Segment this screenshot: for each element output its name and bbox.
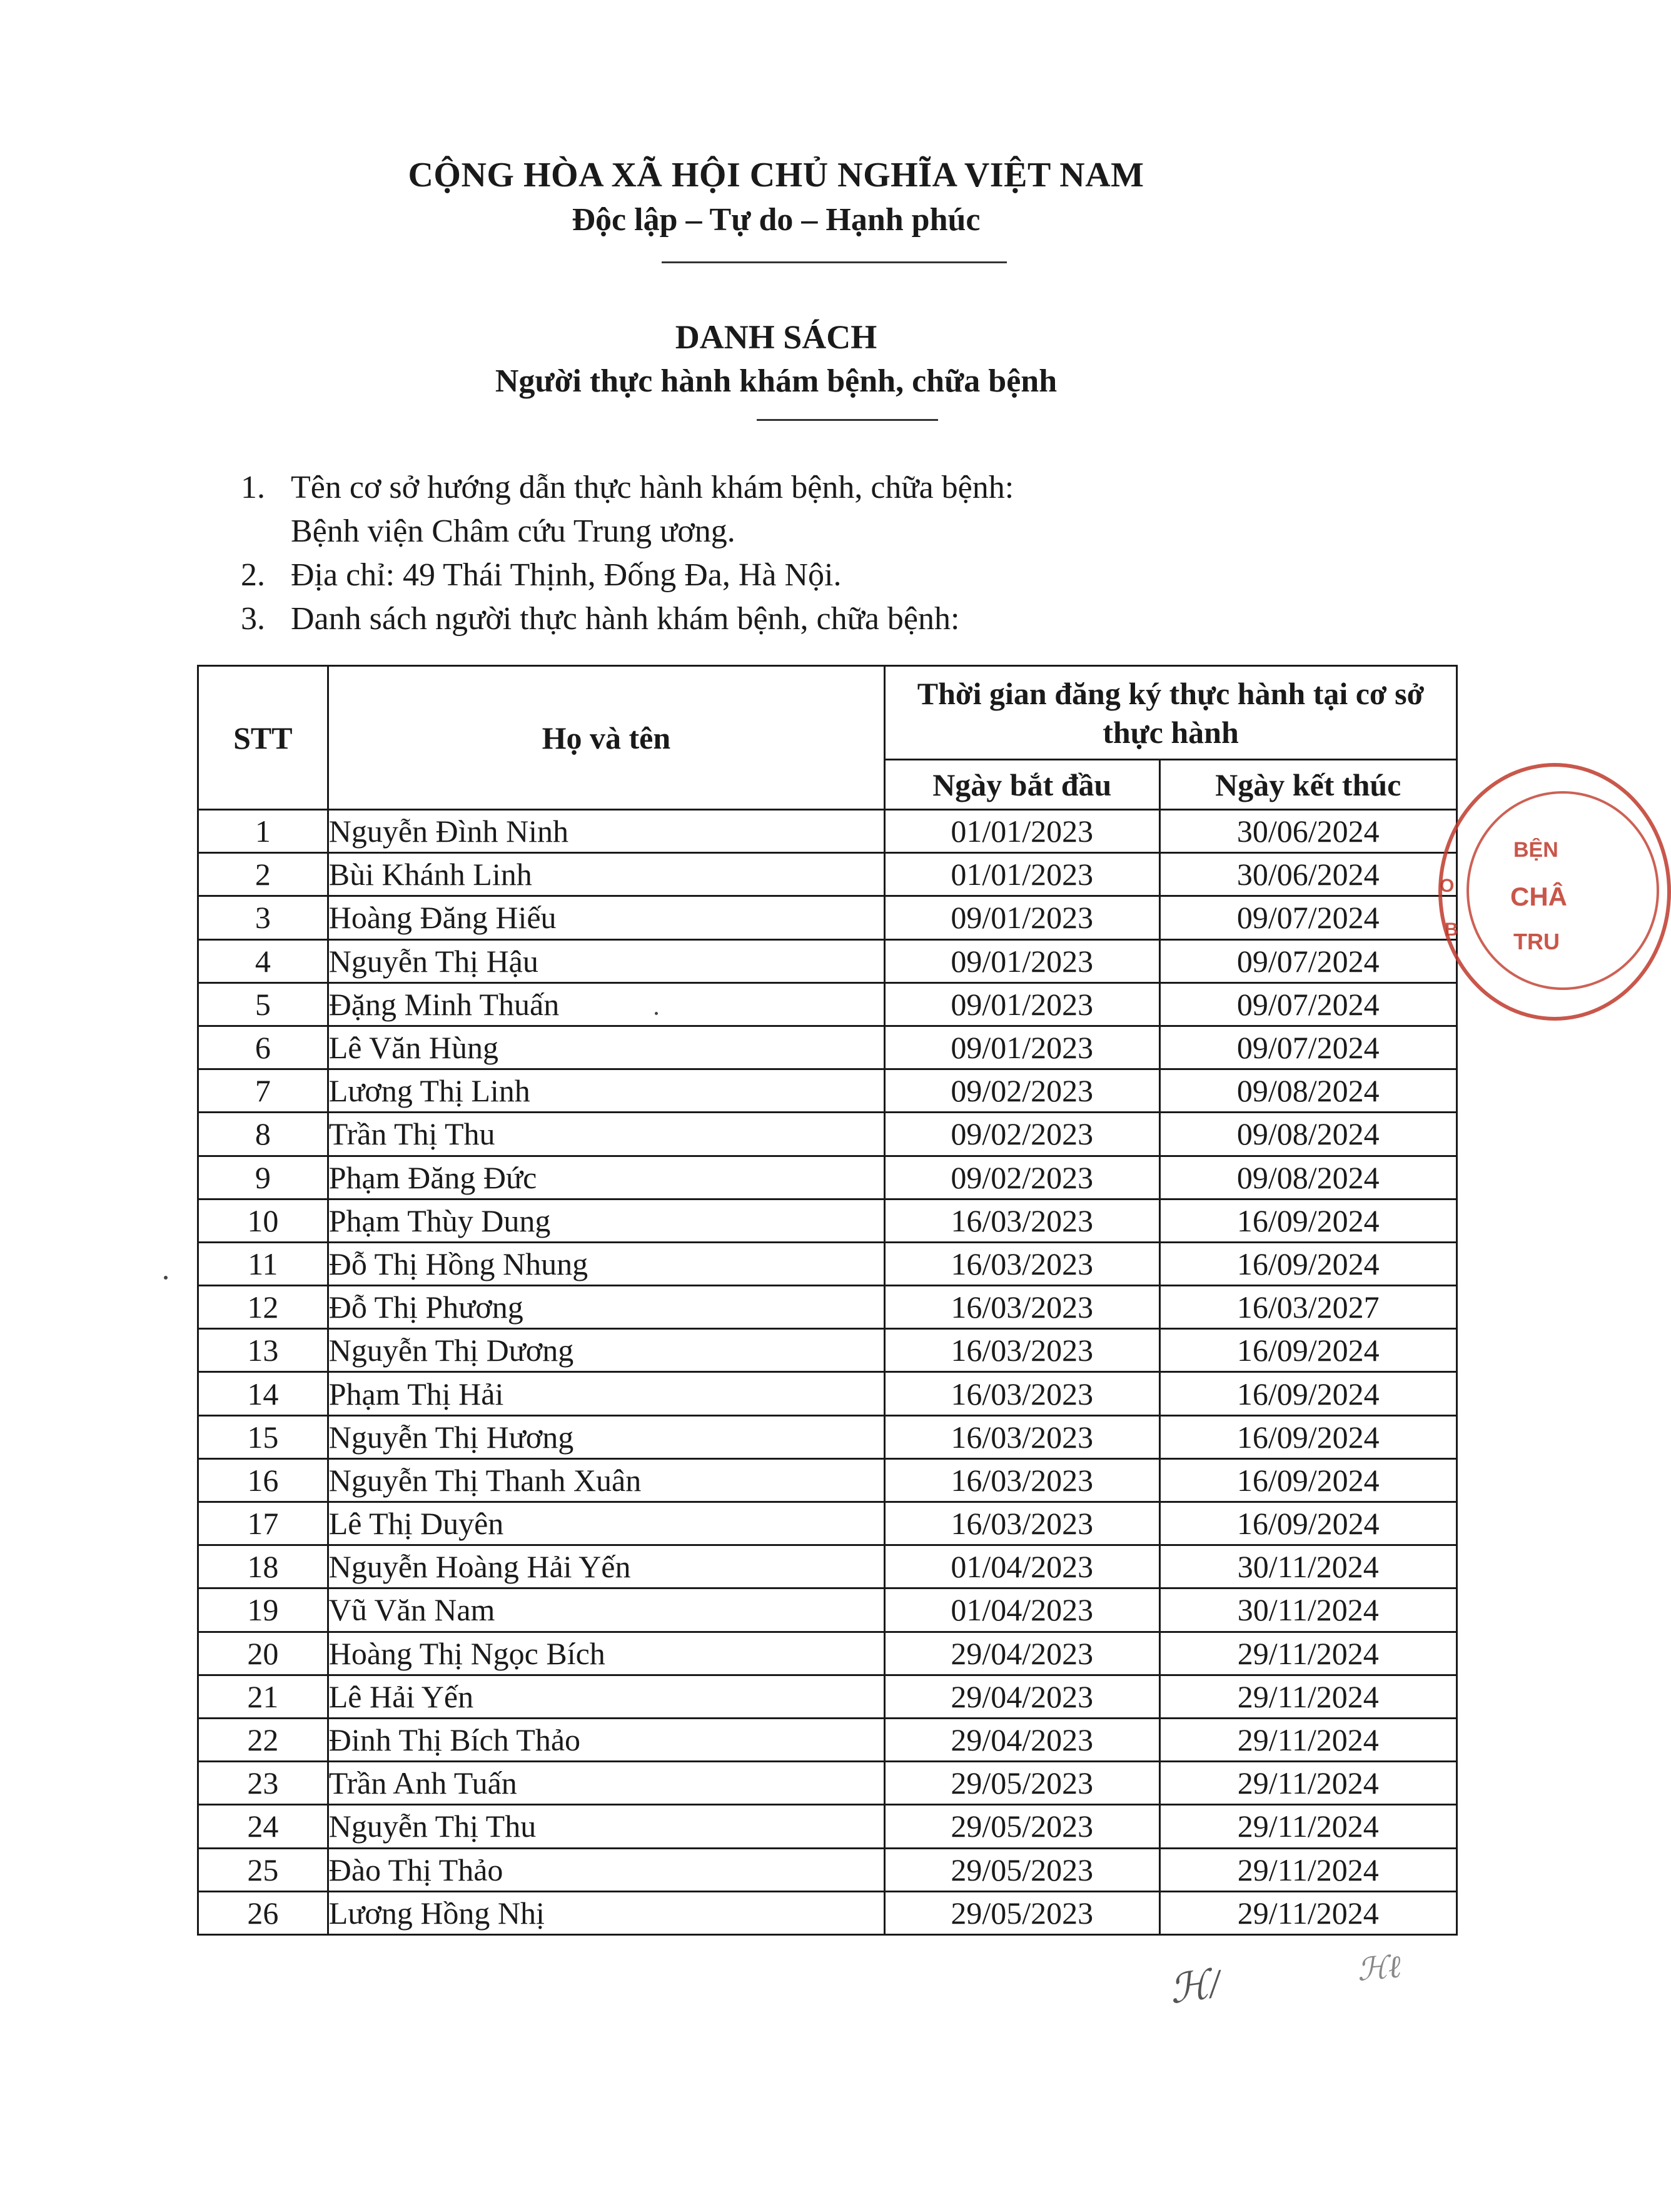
table-row [198, 1242, 1457, 1285]
stamp-text-line2: CHÂ [1510, 882, 1567, 911]
row-end-date: 29/11/2024 [1159, 1718, 1456, 1761]
title-divider [757, 419, 938, 421]
row-name: Nguyễn Thị Hậu [328, 939, 884, 982]
stamp-text-line3: TRU [1513, 929, 1560, 954]
row-start-date: 16/03/2023 [885, 1242, 1160, 1285]
table-row [198, 896, 1457, 939]
row-name: Lương Hồng Nhị [328, 1891, 884, 1934]
row-stt: 26 [198, 1891, 328, 1934]
table-body [198, 810, 1457, 1935]
row-end-date: 16/09/2024 [1159, 1199, 1456, 1242]
row-stt: 8 [198, 1113, 328, 1156]
row-stt: 19 [198, 1588, 328, 1632]
info-text: Danh sách người thực hành khám bệnh, chữa bệnh: [291, 601, 960, 637]
row-stt: 14 [198, 1372, 328, 1415]
row-start-date: 01/04/2023 [885, 1545, 1160, 1588]
row-end-date: 09/08/2024 [1159, 1069, 1456, 1113]
row-name: Đinh Thị Bích Thảo [328, 1718, 884, 1761]
row-end-date: 09/08/2024 [1159, 1156, 1456, 1199]
table-row [198, 1069, 1457, 1113]
row-end-date: 16/09/2024 [1159, 1329, 1456, 1372]
row-stt: 25 [198, 1848, 328, 1891]
table-row [198, 1891, 1457, 1934]
info-number: 1. [241, 470, 265, 505]
table-row [198, 1632, 1457, 1675]
row-name: Nguyễn Thị Hương [328, 1415, 884, 1458]
row-stt: 1 [198, 810, 328, 853]
row-start-date: 29/04/2023 [885, 1718, 1160, 1761]
row-start-date: 16/03/2023 [885, 1199, 1160, 1242]
row-end-date: 29/11/2024 [1159, 1632, 1456, 1675]
row-end-date: 29/11/2024 [1159, 1891, 1456, 1934]
table-row [198, 853, 1457, 896]
table-row [198, 982, 1457, 1026]
row-name: Nguyễn Hoàng Hải Yến [328, 1545, 884, 1588]
row-end-date: 29/11/2024 [1159, 1805, 1456, 1848]
practitioner-table [197, 665, 1458, 1936]
table-row [198, 1805, 1457, 1848]
header-name: Họ và tên [328, 666, 884, 810]
table-row [198, 1199, 1457, 1242]
row-name: Trần Thị Thu [328, 1113, 884, 1156]
row-name: Phạm Thị Hải [328, 1372, 884, 1415]
row-name: Nguyễn Thị Thanh Xuân [328, 1458, 884, 1502]
row-stt: 21 [198, 1675, 328, 1718]
table-row [198, 1113, 1457, 1156]
info-item-address [241, 553, 842, 597]
row-start-date: 01/01/2023 [885, 853, 1160, 896]
row-start-date: 16/03/2023 [885, 1502, 1160, 1545]
info-item-facility [241, 466, 1014, 510]
row-end-date: 09/08/2024 [1159, 1113, 1456, 1156]
table-row [198, 1286, 1457, 1329]
row-end-date: 29/11/2024 [1159, 1762, 1456, 1805]
row-end-date: 09/07/2024 [1159, 896, 1456, 939]
row-name: Hoàng Thị Ngọc Bích [328, 1632, 884, 1675]
row-stt: 5 [198, 982, 328, 1026]
row-name: Lê Thị Duyên [328, 1502, 884, 1545]
row-name: Nguyễn Thị Thu [328, 1805, 884, 1848]
row-stt: 9 [198, 1156, 328, 1199]
row-start-date: 09/01/2023 [885, 896, 1160, 939]
row-start-date: 09/01/2023 [885, 982, 1160, 1026]
header-start-date: Ngày bắt đầu [885, 760, 1160, 810]
row-stt: 12 [198, 1286, 328, 1329]
row-stt: 3 [198, 896, 328, 939]
document-subtitle: Người thực hành khám bệnh, chữa bệnh [495, 363, 1058, 399]
row-end-date: 09/07/2024 [1159, 1026, 1456, 1069]
row-name: Nguyễn Đình Ninh [328, 810, 884, 853]
row-start-date: 29/04/2023 [885, 1632, 1160, 1675]
row-stt: 17 [198, 1502, 328, 1545]
table-row [198, 1675, 1457, 1718]
row-start-date: 29/05/2023 [885, 1805, 1160, 1848]
row-end-date: 30/11/2024 [1159, 1588, 1456, 1632]
row-stt: 18 [198, 1545, 328, 1588]
table-row [198, 1415, 1457, 1458]
row-stt: 16 [198, 1458, 328, 1502]
row-end-date: 16/09/2024 [1159, 1502, 1456, 1545]
row-stt: 10 [198, 1199, 328, 1242]
row-start-date: 09/01/2023 [885, 1026, 1160, 1069]
stamp-mark: O [1440, 876, 1455, 896]
row-name: Trần Anh Tuấn [328, 1762, 884, 1805]
header-stt: STT [198, 666, 328, 810]
row-end-date: 30/11/2024 [1159, 1545, 1456, 1588]
row-stt: 7 [198, 1069, 328, 1113]
info-facility-name: Bệnh viện Châm cứu Trung ương. [291, 513, 735, 549]
info-number: 2. [241, 557, 265, 593]
info-item-list [241, 597, 959, 641]
table-row [198, 1372, 1457, 1415]
signature-initials-right: ℋℓ [1355, 1949, 1403, 1987]
row-name: Hoàng Đăng Hiếu [328, 896, 884, 939]
row-start-date: 09/02/2023 [885, 1113, 1160, 1156]
row-name: Lương Thị Linh [328, 1069, 884, 1113]
row-stt: 24 [198, 1805, 328, 1848]
row-stt: 15 [198, 1415, 328, 1458]
info-text: Tên cơ sở hướng dẫn thực hành khám bệnh, chữa bệnh: [291, 470, 1014, 505]
national-title: CỘNG HÒA XÃ HỘI CHỦ NGHĨA VIỆT NAM [408, 156, 1144, 194]
row-end-date: 09/07/2024 [1159, 982, 1456, 1026]
row-start-date: 16/03/2023 [885, 1372, 1160, 1415]
table-row [198, 1588, 1457, 1632]
row-start-date: 09/02/2023 [885, 1069, 1160, 1113]
row-start-date: 01/04/2023 [885, 1588, 1160, 1632]
row-name: Lê Hải Yến [328, 1675, 884, 1718]
stamp-side-letter: B [1445, 919, 1458, 940]
row-end-date: 30/06/2024 [1159, 810, 1456, 853]
signature-initials-left: ℋ/ [1166, 1961, 1223, 2013]
row-end-date: 16/09/2024 [1159, 1458, 1456, 1502]
row-start-date: 16/03/2023 [885, 1286, 1160, 1329]
row-name: Phạm Đăng Đức [328, 1156, 884, 1199]
header-end-date: Ngày kết thúc [1159, 760, 1456, 810]
row-stt: 4 [198, 939, 328, 982]
header-period: Thời gian đăng ký thực hành tại cơ sở thực hành [885, 666, 1457, 760]
row-name: Đặng Minh Thuấn [328, 982, 884, 1026]
row-start-date: 01/01/2023 [885, 810, 1160, 853]
row-name: Phạm Thùy Dung [328, 1199, 884, 1242]
row-stt: 22 [198, 1718, 328, 1761]
document-title: DANH SÁCH [675, 318, 877, 356]
row-name: Đào Thị Thảo [328, 1848, 884, 1891]
header-divider [662, 261, 1007, 263]
row-stt: 2 [198, 853, 328, 896]
row-end-date: 29/11/2024 [1159, 1848, 1456, 1891]
row-stt: 20 [198, 1632, 328, 1675]
row-stt: 11 [198, 1242, 328, 1285]
stamp-text-line1: BỆN [1513, 838, 1558, 862]
table-row [198, 1545, 1457, 1588]
row-start-date: 29/05/2023 [885, 1762, 1160, 1805]
table-row [198, 810, 1457, 853]
row-end-date: 16/03/2027 [1159, 1286, 1456, 1329]
row-end-date: 30/06/2024 [1159, 853, 1456, 896]
row-end-date: 16/09/2024 [1159, 1372, 1456, 1415]
row-stt: 6 [198, 1026, 328, 1069]
table-row [198, 1718, 1457, 1761]
row-start-date: 29/05/2023 [885, 1848, 1160, 1891]
row-stt: 23 [198, 1762, 328, 1805]
table-row [198, 1156, 1457, 1199]
row-end-date: 09/07/2024 [1159, 939, 1456, 982]
row-name: Vũ Văn Nam [328, 1588, 884, 1632]
row-name: Đỗ Thị Phương [328, 1286, 884, 1329]
row-start-date: 16/03/2023 [885, 1458, 1160, 1502]
row-stt: 13 [198, 1329, 328, 1372]
row-start-date: 29/04/2023 [885, 1675, 1160, 1718]
info-text: Địa chỉ: 49 Thái Thịnh, Đống Đa, Hà Nội. [291, 557, 842, 593]
row-name: Bùi Khánh Linh [328, 853, 884, 896]
table-row [198, 1848, 1457, 1891]
info-number: 3. [241, 601, 265, 637]
row-end-date: 16/09/2024 [1159, 1242, 1456, 1285]
table-row [198, 1026, 1457, 1069]
scan-speck [164, 1276, 168, 1280]
row-name: Nguyễn Thị Dương [328, 1329, 884, 1372]
row-end-date: 29/11/2024 [1159, 1675, 1456, 1718]
row-start-date: 09/02/2023 [885, 1156, 1160, 1199]
table-row [198, 939, 1457, 982]
table-row [198, 1762, 1457, 1805]
table-row [198, 1329, 1457, 1372]
row-name: Đỗ Thị Hồng Nhung [328, 1242, 884, 1285]
national-motto: Độc lập – Tự do – Hạnh phúc [572, 202, 981, 238]
row-end-date: 16/09/2024 [1159, 1415, 1456, 1458]
row-start-date: 29/05/2023 [885, 1891, 1160, 1934]
scan-speck [655, 1012, 658, 1015]
row-name: Lê Văn Hùng [328, 1026, 884, 1069]
row-start-date: 16/03/2023 [885, 1329, 1160, 1372]
row-start-date: 09/01/2023 [885, 939, 1160, 982]
row-start-date: 16/03/2023 [885, 1415, 1160, 1458]
table-row [198, 1502, 1457, 1545]
table-row [198, 1458, 1457, 1502]
